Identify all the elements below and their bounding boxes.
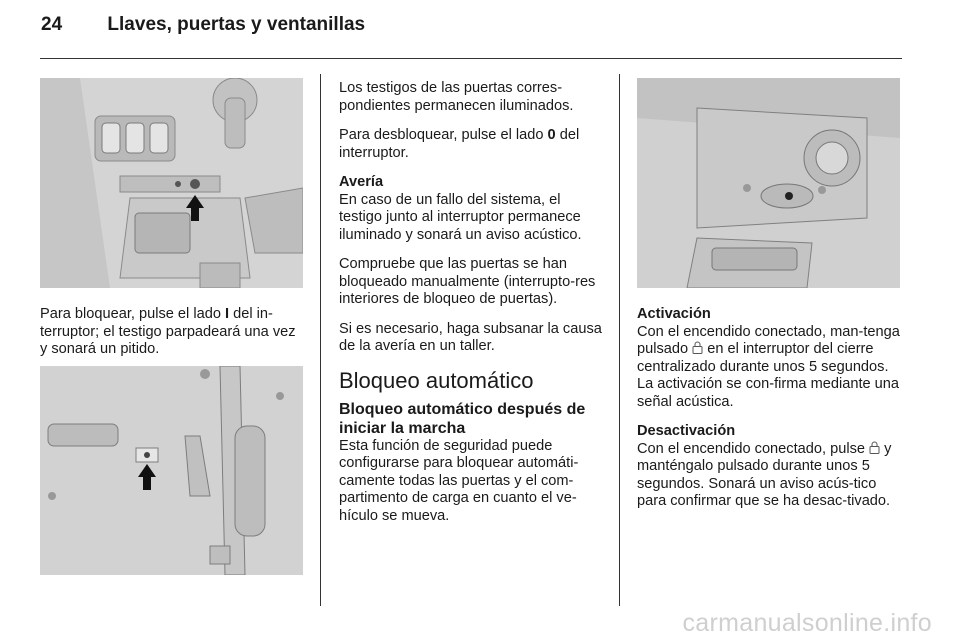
section-title: Bloqueo automático [339,367,534,393]
page-header [41,14,365,36]
paragraph-workshop: Si es necesario, haga subsanar la causa de la avería en un taller. [339,320,602,354]
lock-icon [869,441,880,457]
activation-body: Con el encendido conectado, man-tenga pulsado en el interruptor del cierre centralizado durante unos 5 segundos. La activación se con-firma mediante una señal acústica. [637,323,900,410]
header-rule [40,58,902,59]
deactivation-body: Con el encendido conectado, pulse y manténgalo pulsado durante unos 5 segundos. Sonará un aviso acús-tico para confirmar que se ha desac-tivado. [637,440,892,509]
figure-dashboard-switch [40,78,303,288]
deactivation-heading: Desactivación [637,423,736,439]
subsection-title: Bloqueo automático después de iniciar la marcha [339,400,586,437]
paragraph-safety-function: Esta función de seguridad puede configurarse para bloquear automáti-camente todas las puertas y el com-partimento de carga en cuanto el ve-hículo se mueva. [339,437,579,524]
averia-block [339,174,604,244]
activation-block [637,306,902,411]
lock-icon [692,341,703,357]
paragraph-testigos: Los testigos de las puertas corres-pondientes permanecen iluminados. [339,80,574,114]
figure-door-panel [40,366,303,575]
column-divider-1 [320,74,321,606]
column-divider-2 [619,74,620,606]
paragraph-lock: Para bloquear, pulse el lado I del in-terruptor; el testigo parpadeará una vez y sonará un pitido. [40,306,296,357]
page-number: 24 [41,14,63,35]
deactivation-block [637,423,902,511]
paragraph-unlock: Para desbloquear, pulse el lado 0 del interruptor. [339,127,580,161]
column-3-text [637,306,902,523]
figure-roof-console [637,78,900,288]
column-1-text [40,306,305,371]
paragraph-check-doors: Compruebe que las puertas se han bloqueado manualmente (interrupto-res interiores de bloqueo de puertas). [339,256,596,307]
activation-heading: Activación [637,306,711,322]
averia-body: En caso de un fallo del sistema, el testigo junto al interruptor permanece iluminado y sonará un aviso acústico. [339,191,582,243]
averia-heading: Avería [339,174,384,190]
page-title: Llaves, puertas y ventanillas [107,14,366,35]
watermark: carmanualsonline.info [682,609,932,637]
column-2-text [339,80,604,537]
